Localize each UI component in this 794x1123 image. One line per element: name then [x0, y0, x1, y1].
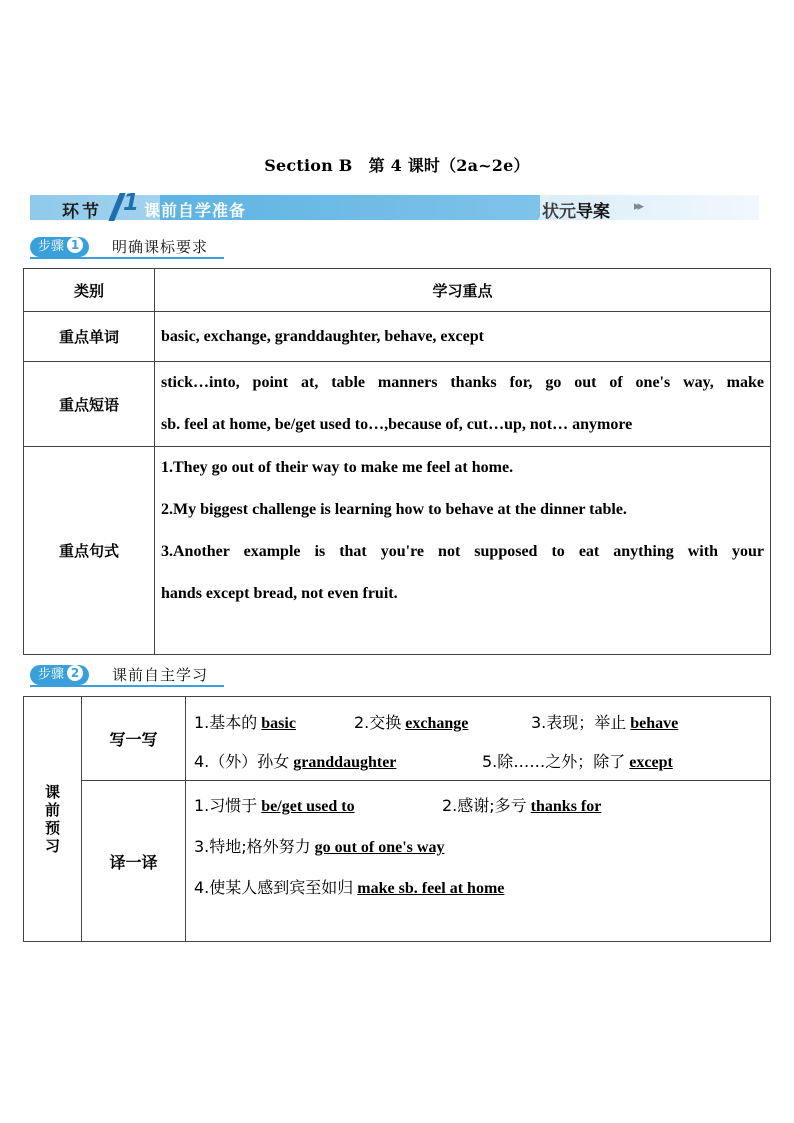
- item-answer: except: [629, 753, 673, 771]
- content-line: [194, 863, 762, 904]
- step-1-header: [30, 237, 230, 259]
- content-line: [194, 781, 762, 822]
- row-category: 重点短语: [24, 362, 155, 447]
- side-label-char: 预: [44, 819, 60, 837]
- content-line: [194, 739, 762, 780]
- row-category: 重点句式: [24, 447, 155, 655]
- content-line: [194, 822, 762, 863]
- translate-item: [194, 793, 355, 816]
- item-prompt: 2.感谢;多亏: [442, 796, 527, 815]
- translate-item: [442, 793, 601, 816]
- write-item: [194, 749, 396, 772]
- item-answer: exchange: [405, 714, 469, 732]
- banner-segment-label: 环节: [62, 202, 102, 222]
- self-study-table: [23, 696, 771, 942]
- side-label-char: 习: [44, 837, 60, 855]
- row-content: [155, 447, 771, 655]
- content-line: 3.Another example is that you're not supposed to eat anything with your: [161, 543, 764, 560]
- row-content: [155, 312, 771, 362]
- translate-item: [194, 834, 444, 857]
- item-prompt: 4.使某人感到宾至如归: [194, 878, 354, 897]
- brand-right: 导案: [576, 202, 610, 222]
- table-row: [24, 697, 771, 781]
- table-row: [24, 447, 771, 655]
- step-2-underline: [30, 685, 224, 687]
- step-2-header: [30, 665, 230, 687]
- item-answer: behave: [630, 714, 679, 732]
- write-item: [194, 710, 296, 733]
- item-prompt: 1.习惯于: [194, 796, 258, 815]
- banner-title: 课前自学准备: [144, 201, 247, 220]
- row-category: 重点单词: [24, 312, 155, 362]
- translate-item: [194, 875, 504, 898]
- table-row: [24, 781, 771, 942]
- content-line: hands except bread, not even fruit.: [161, 585, 398, 602]
- content-line: sb. feel at home, be/get used to…,because of, cut…up, not… anymore: [161, 416, 633, 433]
- item-prompt: 1.基本的: [194, 712, 258, 732]
- step-number-badge: 1: [67, 237, 83, 253]
- preview-side-label: [24, 697, 82, 942]
- write-content: [186, 697, 771, 781]
- item-prompt: 2.交换: [354, 712, 402, 732]
- table-header-row: [24, 269, 771, 312]
- header-category: 类别: [24, 269, 155, 312]
- learning-focus-table: [23, 268, 771, 655]
- content-line: 1.They go out of their way to make me feel at home.: [161, 459, 514, 476]
- write-label: 写一写: [82, 697, 186, 781]
- step-2-pill: [30, 665, 89, 685]
- step-pill-label: 步骤: [38, 239, 65, 254]
- side-label-vertical: [25, 783, 80, 855]
- item-prompt: 3.特地;格外努力: [194, 837, 311, 856]
- item-answer: basic: [261, 714, 296, 732]
- item-prompt: 3.表现；举止: [531, 712, 627, 732]
- item-answer: be/get used to: [261, 798, 355, 815]
- item-answer: make sb. feel at home: [357, 880, 505, 897]
- step-1-underline: [30, 257, 224, 259]
- step-1-pill: [30, 237, 89, 257]
- item-answer: thanks for: [530, 798, 602, 815]
- banner-brand: [542, 197, 610, 222]
- content-line: basic, exchange, granddaughter, behave, except: [161, 327, 484, 345]
- brand-left: 状元: [542, 202, 576, 222]
- item-answer: granddaughter: [293, 753, 397, 771]
- write-item: [482, 749, 673, 772]
- section-banner: [30, 190, 759, 222]
- step-pill-label: 步骤: [38, 667, 65, 682]
- side-label-char: 课: [44, 783, 60, 801]
- step-1-title: 明确课标要求: [112, 238, 209, 256]
- double-arrow-icon: ▸▸: [634, 199, 642, 214]
- translate-label: 译一译: [82, 781, 186, 942]
- content-line: 2.My biggest challenge is learning how to behave at the dinner table.: [161, 501, 627, 518]
- page-title: Section B 第 4 课时（2a~2e）: [264, 156, 530, 175]
- row-content: [155, 362, 771, 447]
- table-row: [24, 312, 771, 362]
- write-item: [354, 710, 468, 733]
- step-number-badge: 2: [67, 665, 83, 681]
- banner-number: 1: [123, 190, 140, 216]
- write-item: [531, 710, 678, 733]
- item-prompt: 4.（外）孙女: [194, 751, 290, 771]
- translate-content: [186, 781, 771, 942]
- content-line: stick…into, point at, table manners thanks for, go out of one's way, make: [161, 374, 764, 391]
- header-focus: 学习重点: [155, 269, 771, 312]
- item-prompt: 5.除……之外；除了: [482, 751, 626, 771]
- item-answer: go out of one's way: [314, 839, 445, 856]
- side-label-char: 前: [44, 801, 60, 819]
- step-2-title: 课前自主学习: [112, 666, 209, 684]
- table-row: [24, 362, 771, 447]
- content-line: [194, 698, 762, 739]
